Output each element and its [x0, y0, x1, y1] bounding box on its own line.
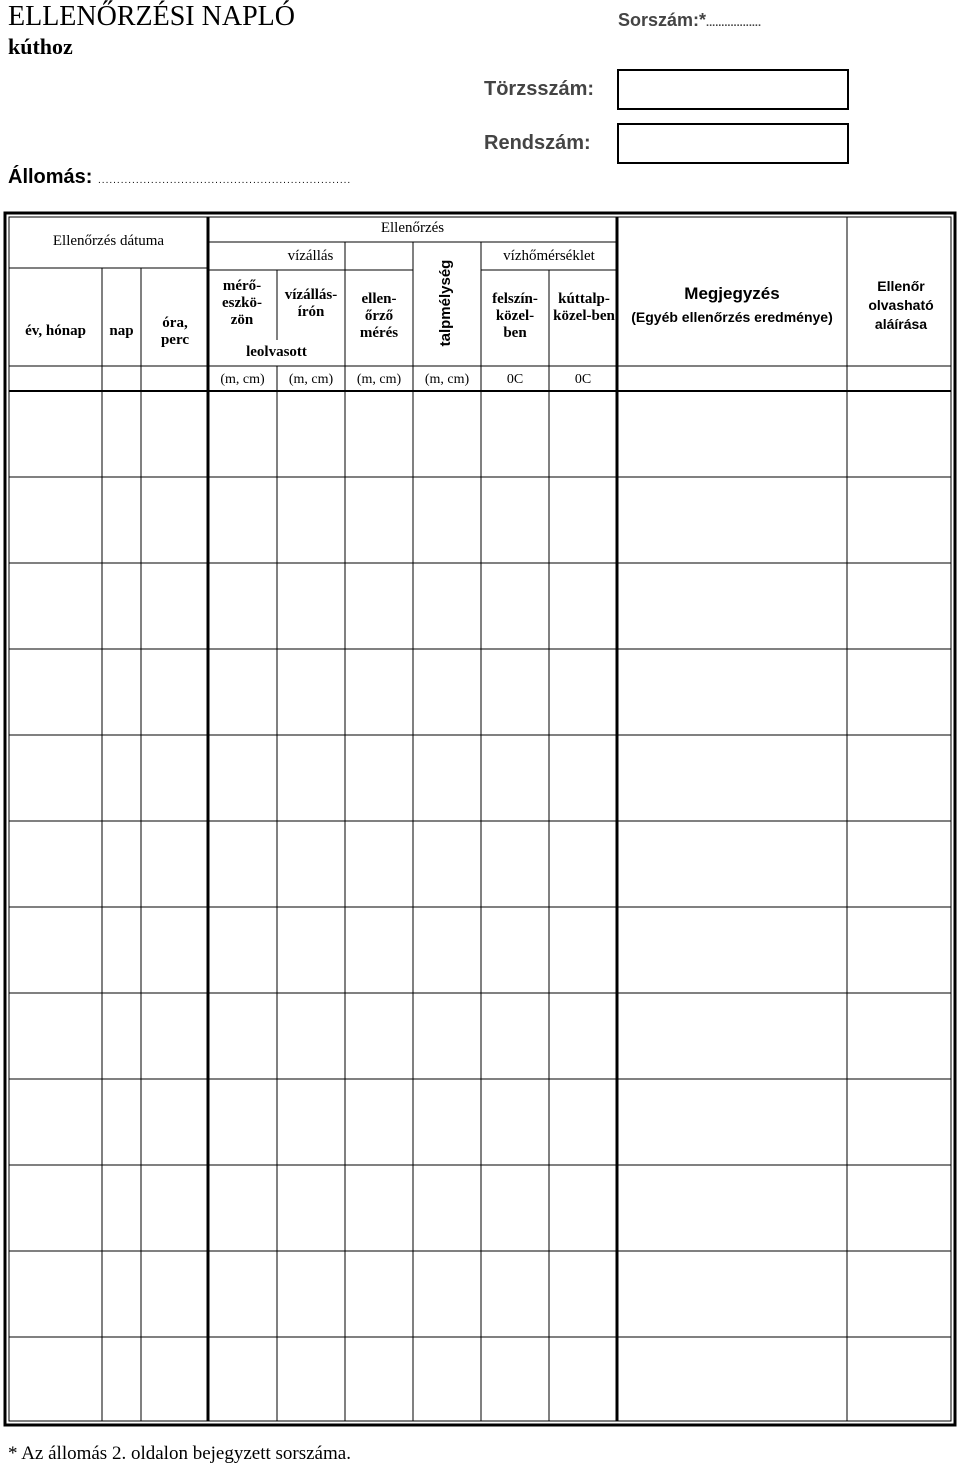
date-group-header: Ellenőrzés dátuma: [52, 233, 165, 249]
col-megjegyzes: Megjegyzés: [684, 284, 780, 303]
torzsszam-label: Törzsszám:: [484, 78, 595, 100]
col-kuttalp: kúttalp-közel-ben: [553, 291, 615, 324]
col-ellenor-alairas: Ellenőr olvasható aláírása: [868, 278, 934, 332]
col-nap: nap: [109, 323, 134, 339]
page-subtitle: kúthoz: [8, 34, 73, 59]
page-title: ELLENŐRZÉSI NAPLÓ: [8, 1, 295, 32]
unit-vizallasiron: (m, cm): [288, 372, 334, 387]
allomas-dots[interactable]: ...................................................................: [98, 175, 352, 186]
sorszam-dots[interactable]: ..................: [706, 17, 762, 29]
unit-felszin: 0C: [506, 372, 524, 387]
col-ora-perc: óra, perc: [160, 315, 190, 348]
rendszam-label: Rendszám:: [484, 132, 591, 154]
unit-kuttalp: 0C: [574, 372, 592, 387]
col-ellenorzo-meres: ellen-őrző mérés: [359, 291, 399, 341]
col-ev-honap: év, hónap: [25, 323, 86, 339]
col-talpmelyseg: talpmélység: [437, 259, 454, 347]
unit-meroeszkozon: (m, cm): [220, 372, 265, 387]
vizhomerseklet-group-header: vízhőmérséklet: [503, 248, 595, 264]
vizallas-group-header: vízállás: [287, 248, 334, 264]
unit-talpmelyseg: (m, cm): [424, 372, 470, 387]
col-meroeszkozon: mérő-eszkö-zön: [222, 278, 262, 328]
footnote: * Az állomás 2. oldalon bejegyzett sorszáma.: [8, 1443, 351, 1464]
col-felszin: felszín-közel-ben: [492, 291, 538, 341]
sorszam-label: Sorszám:*: [618, 10, 707, 30]
ellenorzes-group-header: Ellenőrzés: [380, 220, 445, 236]
leolvasott-label: leolvasott: [246, 344, 307, 360]
unit-ellenorzo: (m, cm): [356, 372, 402, 387]
col-vizallasiron: vízállás-írón: [284, 287, 338, 320]
allomas-label: Állomás:: [8, 166, 93, 188]
col-megjegyzes-sub: (Egyéb ellenőrzés eredménye): [631, 309, 833, 325]
